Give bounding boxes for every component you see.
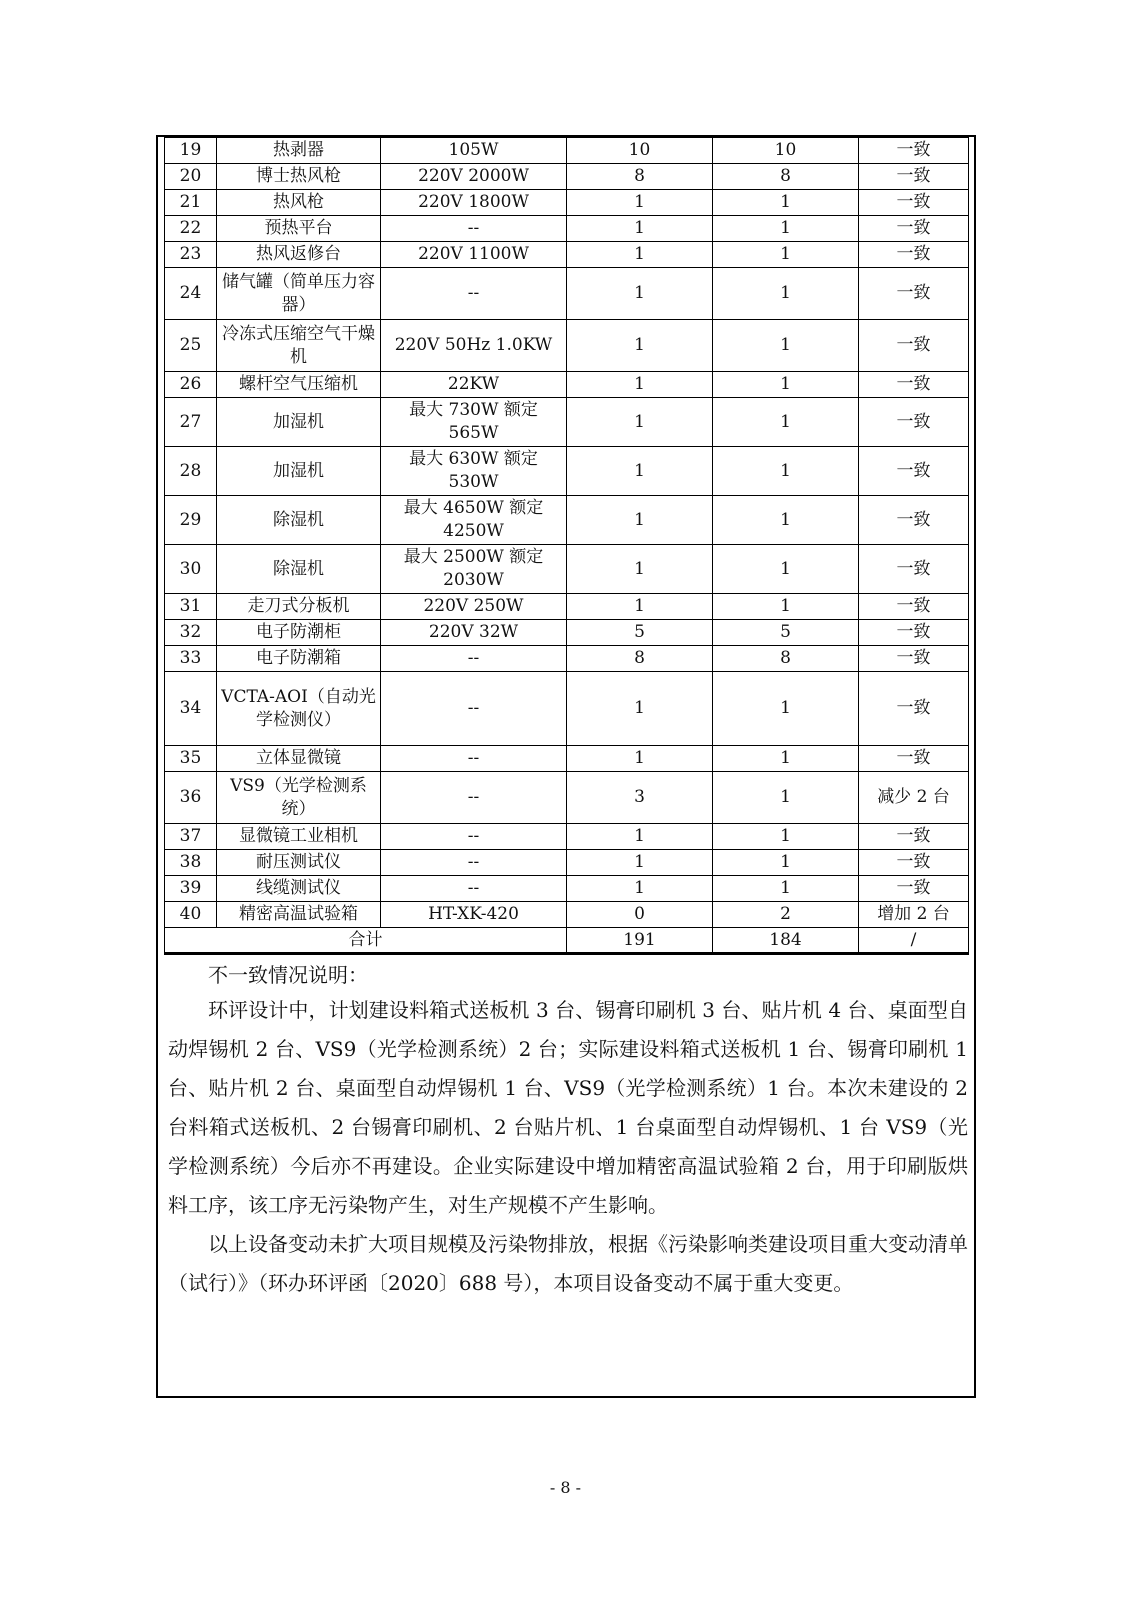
planned-count: 1 (567, 594, 713, 620)
row-number: 29 (165, 496, 217, 545)
equipment-spec: 220V 1800W (381, 190, 567, 216)
actual-count: 1 (713, 268, 859, 320)
actual-count: 1 (713, 496, 859, 545)
actual-count: 2 (713, 902, 859, 928)
planned-count: 1 (567, 268, 713, 320)
equipment-spec: -- (381, 216, 567, 242)
equipment-name: 热剥器 (217, 138, 381, 164)
actual-count: 1 (713, 824, 859, 850)
table-row (165, 672, 969, 746)
equipment-spec: 220V 50Hz 1.0KW (381, 320, 567, 372)
actual-count: 8 (713, 164, 859, 190)
consistency-status: 一致 (859, 646, 969, 672)
equipment-spec: 22KW (381, 372, 567, 398)
consistency-status: 一致 (859, 190, 969, 216)
notes-paragraph-2: 以上设备变动未扩大项目规模及污染物排放，根据《污染影响类建设项目重大变动清单（试行）》（环办环评函〔2020〕688 号），本项目设备变动不属于重大变更。 (168, 1232, 968, 1295)
table-row (165, 850, 969, 876)
table-row (165, 876, 969, 902)
equipment-spec: 最大 2500W 额定 2030W (381, 545, 567, 594)
row-number: 21 (165, 190, 217, 216)
row-number: 31 (165, 594, 217, 620)
table-row (165, 746, 969, 772)
table-row (165, 447, 969, 496)
planned-count: 1 (567, 447, 713, 496)
table-row (165, 398, 969, 447)
equipment-name: 精密高温试验箱 (217, 902, 381, 928)
consistency-status: 一致 (859, 672, 969, 746)
equipment-name: 除湿机 (217, 496, 381, 545)
planned-count: 1 (567, 242, 713, 268)
consistency-status: 一致 (859, 242, 969, 268)
actual-count: 1 (713, 216, 859, 242)
equipment-spec: 220V 250W (381, 594, 567, 620)
equipment-name: 冷冻式压缩空气干燥机 (217, 320, 381, 372)
consistency-status: 一致 (859, 216, 969, 242)
equipment-spec: -- (381, 876, 567, 902)
row-number: 25 (165, 320, 217, 372)
actual-count: 1 (713, 372, 859, 398)
table-row (165, 594, 969, 620)
consistency-status: 一致 (859, 268, 969, 320)
planned-count: 8 (567, 164, 713, 190)
equipment-name: 除湿机 (217, 545, 381, 594)
equipment-name: 螺杆空气压缩机 (217, 372, 381, 398)
equipment-name: 走刀式分板机 (217, 594, 381, 620)
consistency-status: 增加 2 台 (859, 902, 969, 928)
planned-count: 1 (567, 850, 713, 876)
planned-count: 1 (567, 746, 713, 772)
equipment-spec: -- (381, 850, 567, 876)
consistency-status: 一致 (859, 850, 969, 876)
actual-count: 1 (713, 242, 859, 268)
table-row (165, 824, 969, 850)
row-number: 19 (165, 138, 217, 164)
consistency-status: 一致 (859, 620, 969, 646)
row-number: 24 (165, 268, 217, 320)
actual-count: 1 (713, 594, 859, 620)
actual-count: 1 (713, 545, 859, 594)
equipment-name: 显微镜工业相机 (217, 824, 381, 850)
planned-count: 1 (567, 398, 713, 447)
total-actual: 184 (713, 928, 859, 954)
total-row (165, 928, 969, 954)
notes-paragraph-1: 环评设计中，计划建设料箱式送板机 3 台、锡膏印刷机 3 台、贴片机 4 台、桌面型自动焊锡机 2 台、VS9（光学检测系统）2 台；实际建设料箱式送板机 1 台、锡膏印刷机 1 台、贴片机 2 台、桌面型自动焊锡机 1 台、VS9（光学检测系统）1 台。本次未建设的 2 台料箱式送板机、2 台锡膏印刷机、2 台贴片机、1 台桌面型自动焊锡机、1 台 VS9（光学检测系统）今后亦不再建设。企业实际建设中增加精密高温试验箱 2 台，用于印刷版烘料工序，该工序无污染物产生，对生产规模不产生影响。 (168, 998, 968, 1217)
planned-count: 1 (567, 876, 713, 902)
table-row (165, 902, 969, 928)
table-row (165, 138, 969, 164)
equipment-spec: -- (381, 824, 567, 850)
total-label: 合计 (165, 928, 567, 954)
actual-count: 1 (713, 398, 859, 447)
actual-count: 1 (713, 876, 859, 902)
table-row (165, 496, 969, 545)
equipment-name: 加湿机 (217, 398, 381, 447)
table-row (165, 320, 969, 372)
row-number: 33 (165, 646, 217, 672)
consistency-status: 一致 (859, 447, 969, 496)
total-planned: 191 (567, 928, 713, 954)
row-number: 30 (165, 545, 217, 594)
consistency-status: 减少 2 台 (859, 772, 969, 824)
actual-count: 10 (713, 138, 859, 164)
planned-count: 1 (567, 496, 713, 545)
equipment-name: 立体显微镜 (217, 746, 381, 772)
planned-count: 1 (567, 672, 713, 746)
row-number: 20 (165, 164, 217, 190)
consistency-status: 一致 (859, 876, 969, 902)
table-row (165, 545, 969, 594)
equipment-spec: -- (381, 672, 567, 746)
row-number: 39 (165, 876, 217, 902)
equipment-name: 博士热风枪 (217, 164, 381, 190)
consistency-status: 一致 (859, 496, 969, 545)
equipment-spec: 220V 1100W (381, 242, 567, 268)
planned-count: 1 (567, 824, 713, 850)
equipment-name: VS9（光学检测系统） (217, 772, 381, 824)
table-row (165, 646, 969, 672)
table-row (165, 372, 969, 398)
equipment-spec: 105W (381, 138, 567, 164)
equipment-name: 电子防潮柜 (217, 620, 381, 646)
consistency-status: 一致 (859, 398, 969, 447)
consistency-status: 一致 (859, 138, 969, 164)
consistency-status: 一致 (859, 594, 969, 620)
planned-count: 3 (567, 772, 713, 824)
planned-count: 5 (567, 620, 713, 646)
table-row (165, 620, 969, 646)
equipment-table-body (165, 138, 969, 954)
row-number: 27 (165, 398, 217, 447)
consistency-status: 一致 (859, 746, 969, 772)
equipment-name: 加湿机 (217, 447, 381, 496)
planned-count: 1 (567, 545, 713, 594)
planned-count: 1 (567, 372, 713, 398)
row-number: 34 (165, 672, 217, 746)
table-row (165, 242, 969, 268)
equipment-name: 热风枪 (217, 190, 381, 216)
equipment-spec: -- (381, 746, 567, 772)
equipment-spec: 最大 730W 额定 565W (381, 398, 567, 447)
equipment-name: 耐压测试仪 (217, 850, 381, 876)
equipment-name: 预热平台 (217, 216, 381, 242)
actual-count: 8 (713, 646, 859, 672)
row-number: 37 (165, 824, 217, 850)
row-number: 36 (165, 772, 217, 824)
actual-count: 1 (713, 772, 859, 824)
planned-count: 1 (567, 320, 713, 372)
equipment-spec: -- (381, 772, 567, 824)
table-row (165, 268, 969, 320)
document-frame (156, 135, 976, 1398)
actual-count: 1 (713, 850, 859, 876)
planned-count: 1 (567, 190, 713, 216)
equipment-spec: 最大 630W 额定 530W (381, 447, 567, 496)
total-status: / (859, 928, 969, 954)
table-row (165, 164, 969, 190)
equipment-name: 储气罐（简单压力容器） (217, 268, 381, 320)
actual-count: 1 (713, 447, 859, 496)
actual-count: 1 (713, 672, 859, 746)
row-number: 32 (165, 620, 217, 646)
notes-section (168, 959, 968, 1303)
consistency-status: 一致 (859, 164, 969, 190)
row-number: 22 (165, 216, 217, 242)
equipment-name: 热风返修台 (217, 242, 381, 268)
equipment-name: 电子防潮箱 (217, 646, 381, 672)
consistency-status: 一致 (859, 320, 969, 372)
row-number: 38 (165, 850, 217, 876)
equipment-spec: 最大 4650W 额定 4250W (381, 496, 567, 545)
equipment-spec: -- (381, 646, 567, 672)
equipment-spec: -- (381, 268, 567, 320)
row-number: 40 (165, 902, 217, 928)
notes-heading: 不一致情况说明： (208, 963, 368, 987)
equipment-spec: 220V 32W (381, 620, 567, 646)
planned-count: 1 (567, 216, 713, 242)
row-number: 26 (165, 372, 217, 398)
row-number: 35 (165, 746, 217, 772)
actual-count: 1 (713, 746, 859, 772)
actual-count: 5 (713, 620, 859, 646)
planned-count: 0 (567, 902, 713, 928)
equipment-name: VCTA-AOI（自动光学检测仪） (217, 672, 381, 746)
table-row (165, 190, 969, 216)
equipment-name: 线缆测试仪 (217, 876, 381, 902)
row-number: 28 (165, 447, 217, 496)
row-number: 23 (165, 242, 217, 268)
page-number: - 8 - (549, 1478, 582, 1497)
planned-count: 8 (567, 646, 713, 672)
actual-count: 1 (713, 190, 859, 216)
table-row (165, 772, 969, 824)
consistency-status: 一致 (859, 545, 969, 594)
equipment-spec: 220V 2000W (381, 164, 567, 190)
equipment-spec: HT-XK-420 (381, 902, 567, 928)
planned-count: 10 (567, 138, 713, 164)
actual-count: 1 (713, 320, 859, 372)
consistency-status: 一致 (859, 372, 969, 398)
equipment-table (164, 137, 969, 955)
table-row (165, 216, 969, 242)
consistency-status: 一致 (859, 824, 969, 850)
